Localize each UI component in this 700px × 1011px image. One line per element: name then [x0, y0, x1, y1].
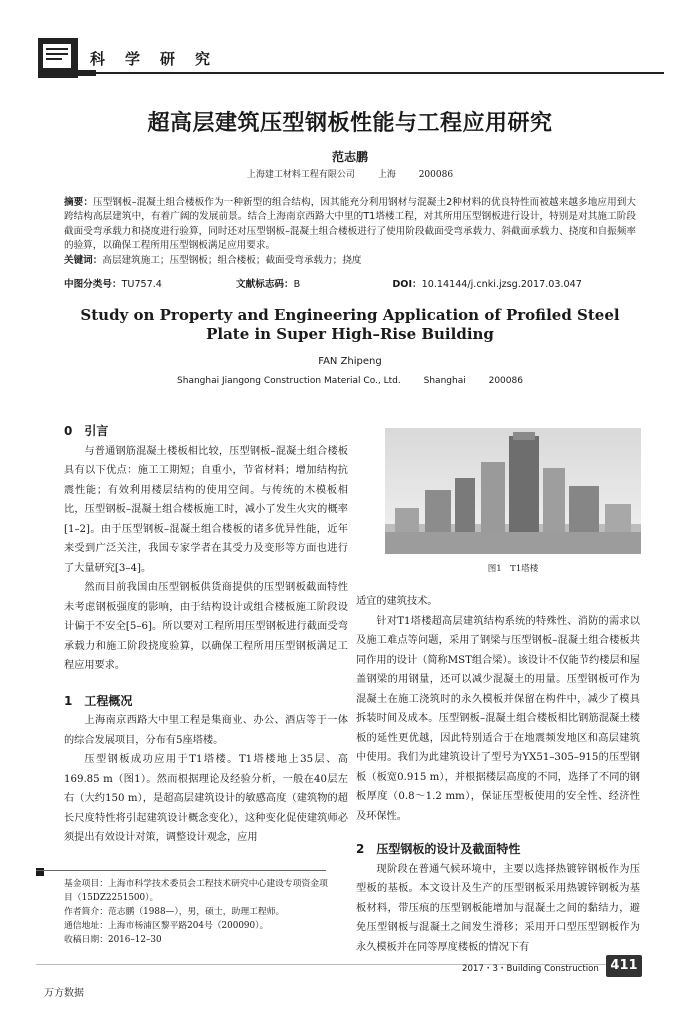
keywords-text: 高层建筑施工；压型钢板；组合楼板；截面受弯承载力；挠度 [102, 254, 362, 266]
section-1-heading: 1 工程概况 [64, 693, 133, 708]
author-en: FAN Zhipeng [318, 356, 382, 367]
abstract-label: 摘要： [64, 197, 94, 208]
clc-label: 中图分类号： [64, 279, 122, 290]
journal-footer: 2017・3・Building Construction [462, 964, 599, 974]
section-0-paragraph-2: 然而目前我国由压型钢板供货商提供的压型钢板截面特性未考虑钢板强度的影响，由于结构设计或组合楼板施工阶段设计偏于不安全[5–6]。所以要对工程所用压型钢板进行截面受弯承载力和施工阶段挠度验算，以确保工程所用压型钢板满足工程应用要求。 [64, 582, 348, 671]
title-en-line2: Plate in Super High–Rise Building [206, 325, 494, 343]
clc-value: TU757.4 [121, 279, 162, 290]
abstract-text: 压型钢板–混凝土组合楼板作为一种新型的组合结构，因其能充分利用钢材与混凝土2种材料的优良特性而被越来越多地应用到大跨结构高层建筑中，有着广阔的发展前景。结合上海南京西路大中里的T1塔楼工程，对其所用压型钢板进行设计，特别是对其施工阶段截面受弯承载力和挠度进行验算，同时还对压型钢板–混凝土组合楼板进行了使用阶段截面受弯承载力、斜截面承载力、挠度和自振频率的验算，以确保工程所用压型钢板满足应用要求。 [64, 197, 637, 252]
right-column [356, 592, 640, 957]
section-0-paragraph-1: 与普通钢筋混凝土楼板相比较，压型钢板–混凝土组合楼板具有以下优点：施工工期短；自重小，节省材料；增加结构抗震性能；有效利用楼层结构的使用空间。与传统的木模板相比，压型钢板–混凝土组合楼板施工时，减小了发生火灾的概率[1–2]。由于压型钢板–混凝土组合楼板的诸多优异性能，近年来受到广泛关注，我国专家学者在其受力及变形等方面也进行了大量研究[3–4]。 [64, 445, 348, 574]
section-1-paragraph-2: 压型钢板成功应用于T1塔楼。T1塔楼地上35层、高169.85 m（图1）。然而根据理论及经验分析，一般在40层左右（大约150 m），是超高层建筑设计的敏感高度（建筑物的超长尺度特性将引起建筑设计概念变化），这种变化促使建筑师必须提出有效设计对策，调整设计观念，应用 [64, 754, 348, 843]
footnote [64, 877, 334, 947]
title-en-line1: Study on Property and Engineering Application of Profiled Steel [80, 306, 620, 324]
footnote-address: 通信地址：上海市杨浦区黎平路204号（200090）。 [64, 921, 269, 931]
author-cn: 范志鹏 [331, 150, 368, 164]
affiliation-cn-name: 上海建工材料工程有限公司 [246, 170, 355, 180]
affiliation-en-name: Shanghai Jiangong Construction Material Co., Ltd. [177, 376, 401, 386]
section-title: 科学研究 [90, 50, 231, 68]
footnote-divider [36, 870, 326, 871]
affiliation-en-city: Shanghai [423, 376, 466, 386]
right-paragraph-2: 针对T1塔楼超高层建筑结构系统的特殊性、消防的需求以及施工难点等问题，采用了钢梁与压型钢板–混凝土组合楼板共同作用的设计（简称MST组合梁）。该设计不仅能节约楼层和屋盖钢梁的用钢量，还可以减少混凝土的用量。压型钢板可作为混凝土在施工浇筑时的永久模板并保留在构件中，减少了模具拆装时间及成本。压型钢板–混凝土组合楼板相比钢筋混凝土楼板的延性更优越，因此特别适合于在地震频发地区和高层建筑中使用。我们为此建筑设计了型号为YX51–305–915的压型钢板（板宽0.915 m），并根据楼层高度的不同，选择了不同的钢板厚度（0.8～1.2 mm），保证压型板使用的安全性、经济性及环保性。 [356, 615, 640, 822]
section-1-paragraph-1: 上海南京西路大中里工程是集商业、办公、酒店等于一体的综合发展项目，分布有5座塔楼。 [64, 715, 348, 746]
affiliation-cn [0, 167, 700, 180]
affiliation-cn-city: 上海 [377, 170, 396, 180]
figure-caption: 图1 T1塔楼 [487, 564, 539, 574]
section-0-heading: 0 引言 [64, 424, 109, 438]
affiliation-cn-postcode: 200086 [418, 170, 454, 180]
right-paragraph-continuation: 适宜的建筑技术。 [356, 596, 438, 607]
abstract-cn [64, 196, 636, 268]
footnote-author-bio: 作者简介：范志鹏（1988—），男，硕士，助理工程师。 [64, 907, 285, 917]
page-number: 411 [606, 955, 642, 977]
doi-label: DOI： [392, 279, 422, 290]
affiliation-en-postcode: 200086 [488, 376, 523, 386]
left-column [64, 422, 348, 848]
article-title-en [0, 306, 700, 344]
header-rule [88, 72, 664, 74]
affiliation-en [0, 376, 700, 386]
watermark: 万方数据 [44, 988, 84, 999]
section-tag-icon [38, 36, 96, 82]
section-2-heading: 2 压型钢板的设计及截面特性 [356, 842, 521, 856]
section-2-paragraph-1: 现阶段在普通气候环境中，主要以选择热镀锌钢板作为压型板的基板。本文设计及生产的压型钢板采用热镀锌钢板为基板材料，带压痕的压型钢板能增加与混凝土之间的黏结力，避免压型钢板与混凝土之间发生滑移；采用开口型压型钢板作为永久模板并在同等厚度楼板的情况下有 [356, 863, 640, 953]
classification-line [64, 276, 636, 290]
doi-value: 10.14144/j.cnki.jzsg.2017.03.047 [421, 279, 582, 290]
doccode-label: 文献标志码： [236, 279, 294, 290]
footnote-fund: 基金项目：上海市科学技术委员会工程技术研究中心建设专项资金项目（15DZ2251500）。 [64, 879, 328, 903]
article-title-cn: 超高层建筑压型钢板性能与工程应用研究 [147, 110, 553, 136]
tower-photo [385, 428, 641, 554]
doccode-value: B [293, 279, 301, 290]
footnote-received: 收稿日期：2016–12–30 [64, 935, 162, 945]
keywords-label: 关键词： [64, 254, 103, 266]
